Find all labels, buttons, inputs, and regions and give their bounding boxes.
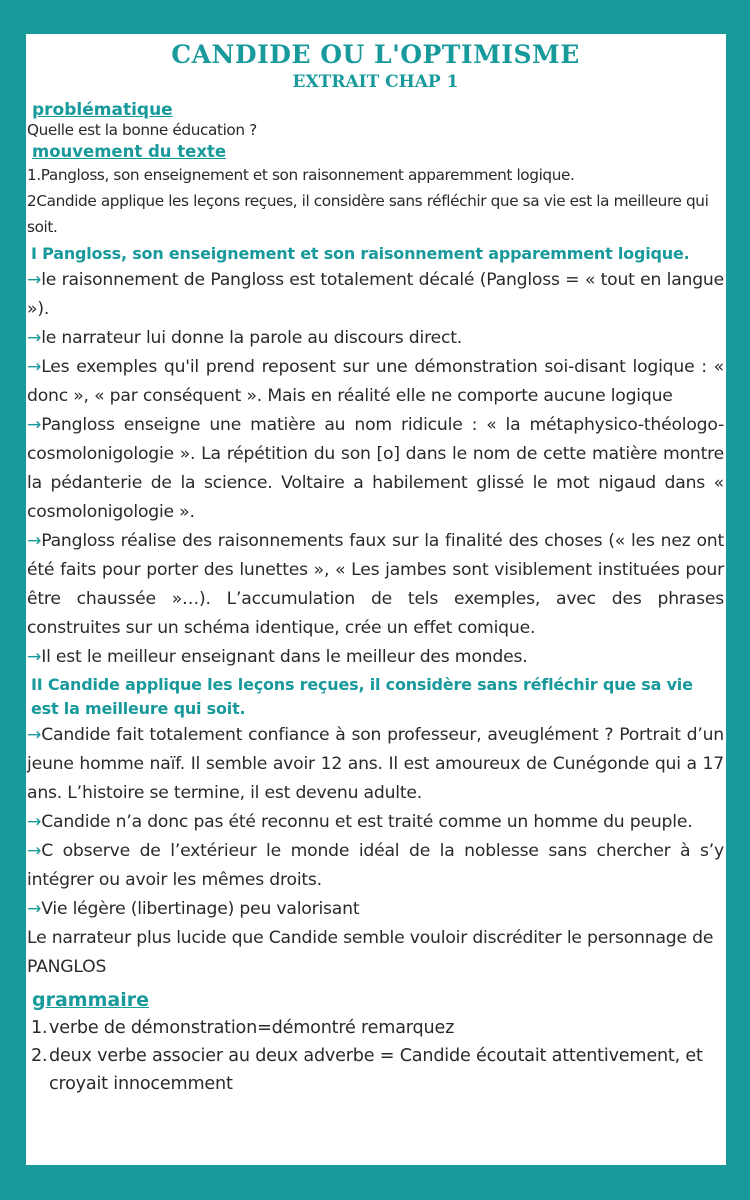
arrow-icon: → [27, 812, 42, 832]
problematique-text: Quelle est la bonne éducation ? [27, 121, 257, 139]
part1-point: →Pangloss enseigne une matière au nom ridicule : « la métaphysico-théologo-cosmolonigologie ». La répétition du son [o] dans le nom de cette matière montre la pédanterie de la science. Voltaire a habilement glissé le mot nigaud dans « cosmolonigologie ». [27, 415, 724, 522]
arrow-icon: → [27, 647, 42, 667]
arrow-icon: → [27, 328, 42, 348]
mouvement-item-2: 2Candide applique les leçons reçues, il considère sans réfléchir que sa vie est la meilleure qui soit. [27, 192, 709, 236]
grammaire-label: grammaire [32, 989, 149, 1011]
part1-point: →le raisonnement de Pangloss est totalement décalé (Pangloss = « tout en langue »). [27, 270, 724, 319]
part2-point: →C observe de l’extérieur le monde idéal de la noblesse sans chercher à s’y intégrer ou avoir les mêmes droits. [27, 841, 724, 890]
part1-point: →Il est le meilleur enseignant dans le meilleur des mondes. [27, 647, 528, 667]
arrow-icon: → [27, 415, 42, 435]
document-title: CANDIDE OU L'OPTIMISME [171, 40, 580, 69]
mouvement-label: mouvement du texte [32, 142, 227, 161]
part2-heading: II Candide applique les leçons reçues, il considère sans réfléchir que sa vie est la meilleure qui soit. [31, 675, 693, 718]
arrow-icon: → [27, 270, 42, 290]
arrow-icon: → [27, 357, 42, 377]
part2-point: →Vie légère (libertinage) peu valorisant [27, 899, 360, 919]
list-item: 2. deux verbe associer au deux adverbe = Candide écoutait attentivement, et croyait innocemment [31, 1046, 703, 1094]
part1-point: →Les exemples qu'il prend reposent sur une démonstration soi-disant logique : « donc », « par conséquent ». Mais en réalité elle ne comporte aucune logique [27, 357, 724, 406]
arrow-icon: → [27, 899, 42, 919]
part2-point: →Candide fait totalement confiance à son professeur, aveuglément ? Portrait d’un jeune homme naïf. Il semble avoir 12 ans. Il est amoureux de Cunégonde qui a 17 ans. L’histoire se termine, il est devenu adulte. [27, 725, 724, 803]
part2-conclusion: Le narrateur plus lucide que Candide semble vouloir discréditer le personnage de PANGLOS [27, 928, 714, 977]
arrow-icon: → [27, 725, 42, 745]
document-page [26, 34, 726, 1165]
mouvement-item-1: 1.Pangloss, son enseignement et son raisonnement apparemment logique. [27, 166, 575, 184]
part1-point: →le narrateur lui donne la parole au discours direct. [27, 328, 463, 348]
part1-heading: I Pangloss, son enseignement et son raisonnement apparemment logique. [31, 244, 690, 263]
part2-point: →Candide n’a donc pas été reconnu et est traité comme un homme du peuple. [27, 812, 693, 832]
arrow-icon: → [27, 841, 42, 861]
document-subtitle: EXTRAIT CHAP 1 [292, 72, 459, 92]
problematique-label: problématique [32, 100, 173, 120]
arrow-icon: → [27, 531, 42, 551]
list-item: 1. verbe de démonstration=démontré remarquez [31, 1018, 455, 1038]
part1-point: →Pangloss réalise des raisonnements faux sur la finalité des choses (« les nez ont été faits pour porter des lunettes », « Les jambes sont visiblement instituées pour être chaussée »…). L’accumulation de tels exemples, avec des phrases construites sur un schéma identique, crée un effet comique. [27, 531, 724, 638]
grammaire-list [27, 1014, 724, 1098]
